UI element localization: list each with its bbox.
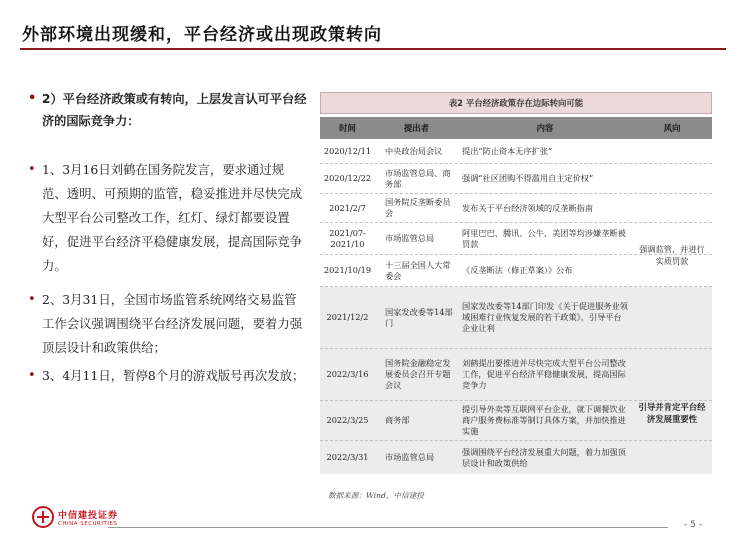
policy-table xyxy=(320,92,712,474)
cell-date: 2022/3/31 xyxy=(326,452,369,462)
cell-proposer: 国务院金融稳定发展委员会召开专题会议 xyxy=(385,358,451,390)
header-direction: 风向 xyxy=(663,123,681,133)
source-note: 数据来源：Wind，中信建投 xyxy=(328,491,424,500)
table-row xyxy=(320,194,712,223)
cell-content: 强调围绕平台经济发展重大问题，着力加强顶层设计和政策供给 xyxy=(462,446,626,468)
cell-proposer: 市场监管总局 xyxy=(385,452,435,462)
logo-name-cn: 中信建投证券 xyxy=(58,510,119,521)
cell-content: 强调“社区团购不得滥用自主定价权” xyxy=(462,173,594,183)
cell-date: 2021/07-2021/10 xyxy=(329,227,366,249)
cell-date: 2021/10/19 xyxy=(323,265,372,275)
cell-content: 发布关于平台经济领域的反垄断指南 xyxy=(462,202,594,213)
bullet-item xyxy=(28,364,308,388)
bullet-item xyxy=(28,158,308,278)
title-divider xyxy=(20,48,726,50)
cell-proposer: 国务院反垄断委员会 xyxy=(385,197,451,218)
cell-direction-support: 引导并肯定平台经济发展重要性 xyxy=(638,401,706,424)
bullet-dot-icon: • xyxy=(28,162,36,177)
table-body xyxy=(320,139,712,474)
cell-content: 提出“防止资本无序扩张” xyxy=(462,145,553,156)
bullet-dot-icon: • xyxy=(28,91,37,106)
cell-direction-regulation: 强调监管，并进行实质罚款 xyxy=(639,244,705,266)
company-logo xyxy=(32,506,118,528)
footer-divider xyxy=(108,527,668,528)
cell-content: 阿里巴巴、腾讯、公牛、美团等均涉嫌垄断被罚款 xyxy=(462,227,626,249)
bullet-text: 3、4月11日，暂停8个月的游戏版号再次发放； xyxy=(42,368,305,383)
table-row xyxy=(320,139,712,164)
cell-date: 2021/2/7 xyxy=(329,202,366,213)
cell-content: 刘鹤提出要推进并尽快完成大型平台公司整改工作，促进平台经济平稳健康发展，提高国际竞争力 xyxy=(462,358,626,390)
page-number: - 5 - xyxy=(684,520,702,530)
cell-proposer: 中央政治局会议 xyxy=(385,145,443,156)
bullet-text: 1、3月16日刘鹤在国务院发言，要求通过规范、透明、可预期的监管，稳妥推进并尽快完成大型平台公司整改工作，红灯、绿灯都要设置好，促进平台经济平稳健康发展，提高国际竞争力。 xyxy=(42,162,303,273)
bullet-dot-icon: • xyxy=(28,292,36,307)
header-date: 时间 xyxy=(339,123,356,133)
table-caption: 表2 平台经济政策存在边际转向可能 xyxy=(320,92,712,114)
logo-name-en: CHINA SECURITIES xyxy=(58,520,118,527)
cell-content: 《反垄断法（修正草案）》公布 xyxy=(462,265,573,275)
cell-proposer: 国家发改委等14部门 xyxy=(385,306,453,328)
bullet-item xyxy=(28,288,308,360)
table-row xyxy=(320,164,712,194)
page-title: 外部环境出现缓和，平台经济或出现政策转向 xyxy=(22,25,382,45)
header-proposer: 提出者 xyxy=(403,123,430,133)
cell-proposer: 市场监管总局、商务部 xyxy=(385,167,451,189)
cell-content: 国家发改委等14部门印发《关于促进服务业领域困难行业恢复发展的若干政策》，引导平台企业让利 xyxy=(462,301,628,333)
logo-emblem-icon xyxy=(32,506,54,528)
cell-proposer: 商务部 xyxy=(385,415,410,425)
bullet-list xyxy=(28,88,308,398)
bullet-text: 2、3月31日，全国市场监管系统网络交易监管工作会议强调围绕平台经济发展问题，要着力强顶层设计和政策供给； xyxy=(42,292,303,355)
header-content: 内容 xyxy=(536,123,554,133)
cell-date: 2020/12/22 xyxy=(323,173,372,183)
cell-date: 2021/12/2 xyxy=(326,312,369,322)
bullet-dot-icon: • xyxy=(28,368,36,383)
table-header xyxy=(320,117,712,139)
bullet-item-heading xyxy=(28,88,308,132)
cell-proposer: 市场监管总局 xyxy=(385,233,435,243)
cell-date: 2022/3/16 xyxy=(326,369,369,379)
cell-content: 提引导外卖等互联网平台企业，就下调餐饮业商户服务费标准等制订具体方案，并加快推进实施 xyxy=(462,404,626,436)
cell-proposer: 十三届全国人大常委会 xyxy=(385,259,451,281)
cell-date: 2022/3/25 xyxy=(326,415,369,425)
bullet-text: 2）平台经济政策或有转向，上层发言认可平台经济的国际竞争力： xyxy=(42,92,307,128)
cell-date: 2020/12/11 xyxy=(323,145,372,156)
